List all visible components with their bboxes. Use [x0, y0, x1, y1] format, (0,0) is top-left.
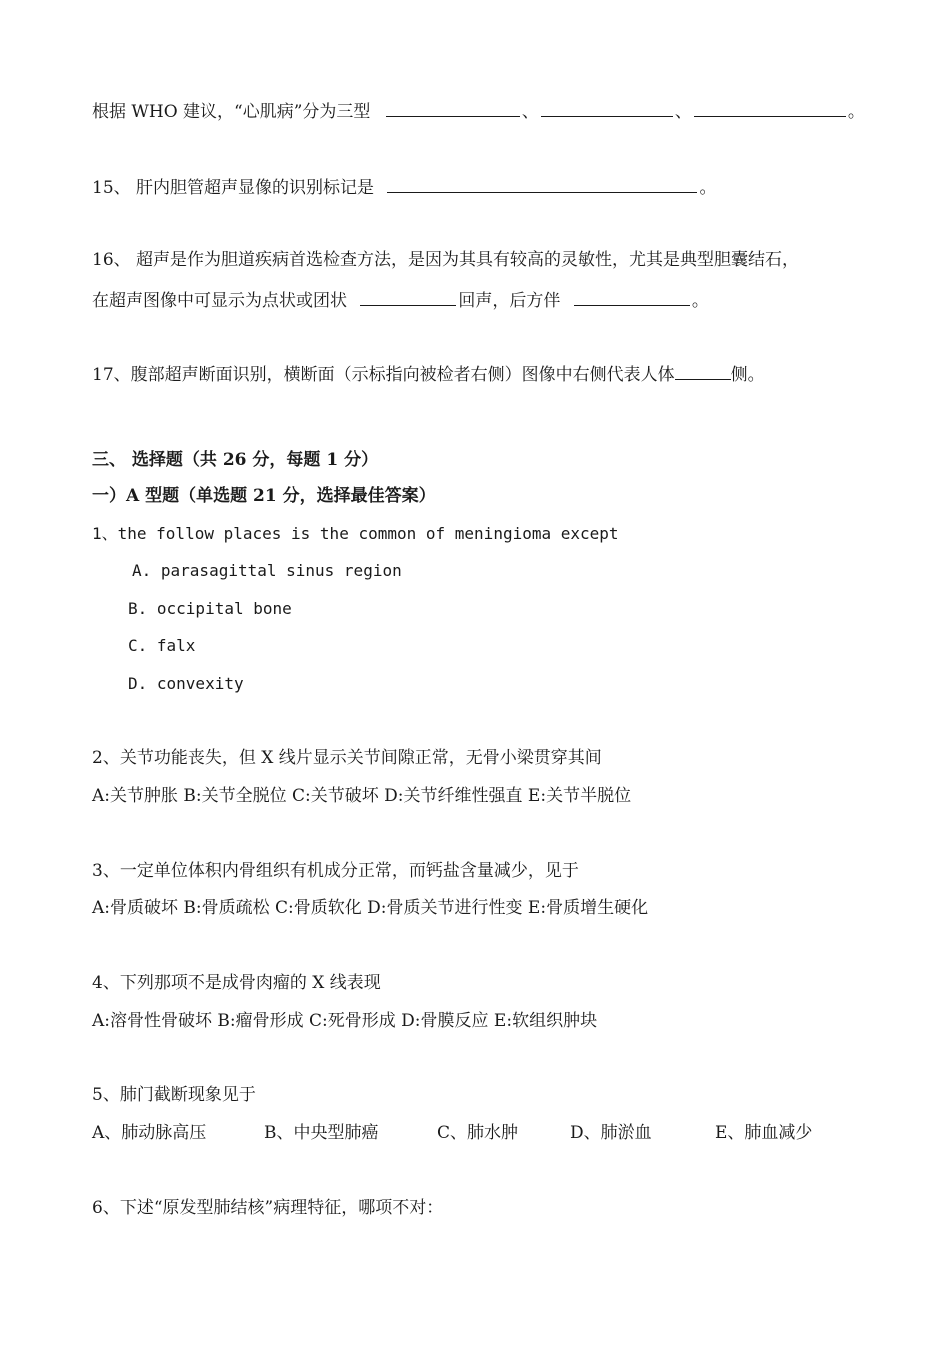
answer-blank[interactable] [386, 98, 520, 117]
question-4-options[interactable]: A:溶骨性骨破坏 B:瘤骨形成 C:死骨形成 D:骨膜反应 E:软组织肿块 [92, 1011, 598, 1031]
question-5-option-e[interactable]: E、肺血减少 [715, 1123, 813, 1143]
question-16-text-b: 回声，后方伴 [458, 291, 561, 311]
question-3-options[interactable]: A:骨质破坏 B:骨质疏松 C:骨质软化 D:骨质关节进行性变 E:骨质增生硬化 [92, 898, 649, 918]
question-1-option-b[interactable]: B. occipital bone [128, 599, 292, 618]
answer-blank[interactable] [675, 361, 731, 380]
question-5-option-d[interactable]: D、肺淤血 [570, 1123, 652, 1143]
question-15-line [92, 174, 716, 199]
period: 。 [847, 102, 865, 122]
question-16-line-1: 16、 超声是作为胆道疾病首选检查方法，是因为其具有较高的灵敏性，尤其是典型胆囊结石， [92, 250, 800, 270]
question-1-option-a[interactable]: A. parasagittal sinus region [132, 561, 402, 580]
question-16-line-2 [92, 287, 709, 312]
period: 。 [691, 291, 709, 311]
section-heading: 三、 选择题（共 26 分，每题 1 分） [92, 450, 379, 470]
question-16-text-a: 在超声图像中可显示为点状或团状 [92, 291, 347, 311]
question-5-option-c[interactable]: C、肺水肿 [437, 1123, 519, 1143]
question-5-option-b[interactable]: B、中央型肺癌 [264, 1123, 379, 1143]
separator: 、 [674, 102, 692, 122]
question-5-option-a[interactable]: A、肺动脉高压 [92, 1123, 207, 1143]
question-5-stem: 5、肺门截断现象见于 [92, 1085, 256, 1105]
question-2-options[interactable]: A:关节肿胀 B:关节全脱位 C:关节破坏 D:关节纤维性强直 E:关节半脱位 [92, 786, 632, 806]
question-6-stem: 6、下述“原发型肺结核”病理特征，哪项不对： [92, 1198, 444, 1218]
question-17-text-b: 侧。 [730, 365, 765, 385]
answer-blank[interactable] [694, 98, 846, 117]
answer-blank[interactable] [541, 98, 673, 117]
question-2-stem: 2、关节功能丧失，但 X 线片显示关节间隙正常，无骨小梁贯穿其间 [92, 748, 602, 768]
question-17-text-a: 17、腹部超声断面识别，横断面（示标指向被检者右侧）图像中右侧代表人体 [92, 365, 675, 385]
answer-blank[interactable] [360, 287, 456, 306]
separator: 、 [521, 102, 539, 122]
question-17-line [92, 361, 765, 386]
answer-blank[interactable] [387, 174, 697, 193]
question-15-text: 15、 肝内胆管超声显像的识别标记是 [92, 178, 375, 198]
period: 。 [699, 178, 717, 198]
question-4-stem: 4、下列那项不是成骨肉瘤的 X 线表现 [92, 973, 381, 993]
section-subheading: 一）A 型题（单选题 21 分，选择最佳答案） [92, 486, 436, 506]
question-3-stem: 3、一定单位体积内骨组织有机成分正常，而钙盐含量减少，见于 [92, 861, 579, 881]
question-14-text: 根据 WHO 建议，“心肌病”分为三型 [92, 102, 371, 122]
answer-blank[interactable] [574, 287, 690, 306]
question-14-line [92, 98, 865, 123]
question-1-option-c[interactable]: C. falx [128, 636, 196, 655]
question-1-option-d[interactable]: D. convexity [128, 674, 244, 693]
question-1-stem: 1、the follow places is the common of meningioma except [92, 524, 619, 543]
